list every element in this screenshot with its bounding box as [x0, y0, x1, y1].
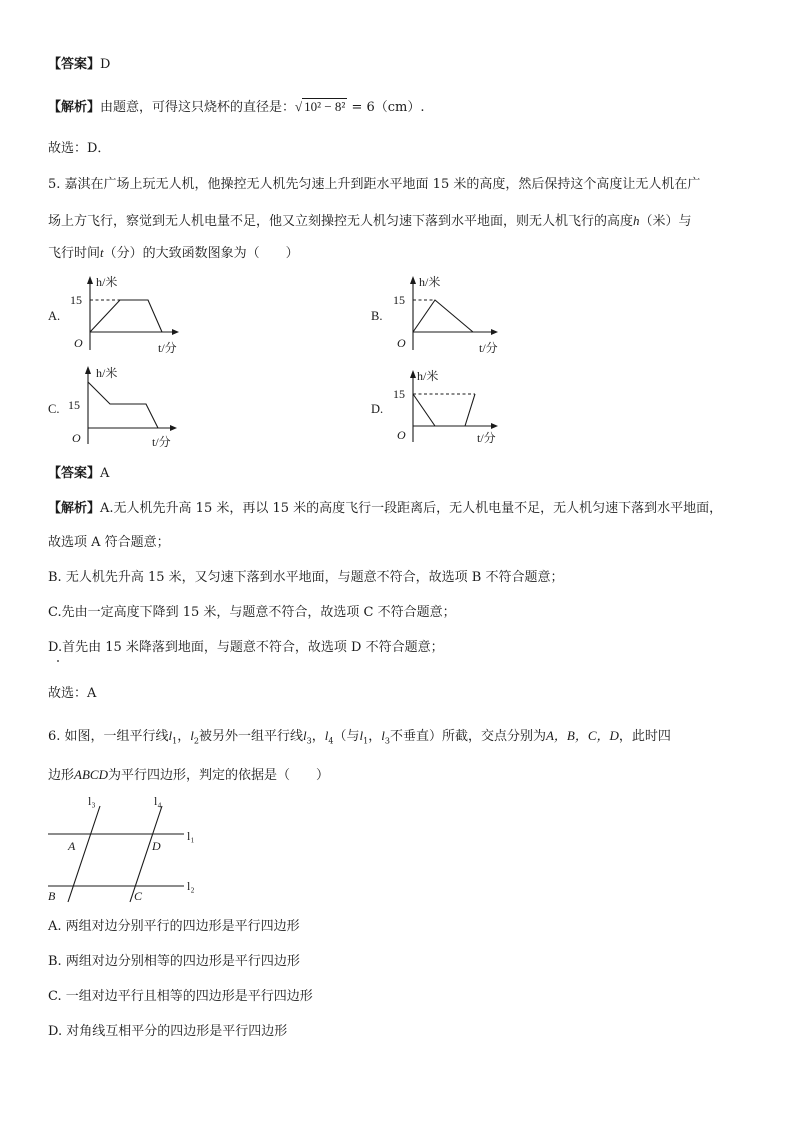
q6-stem-1-f: 不垂直）所截，交点分别为 [389, 729, 546, 744]
origin-label: O [74, 336, 83, 350]
q6-parallel-lines-figure [44, 792, 214, 907]
tick-15: 15 [70, 293, 82, 307]
tick-15: 15 [393, 387, 405, 401]
q4-answer-tag: 【答案】 [48, 57, 101, 72]
q4-analysis-line [48, 98, 425, 117]
q5-choose-line: 故选：A [48, 686, 97, 701]
q4-answer-line [48, 56, 110, 74]
line-l3 [68, 806, 100, 902]
y-axis-arrow [87, 276, 93, 284]
q6-choice-b: B. 两组对边分别相等的四边形是平行四边形 [48, 954, 300, 969]
q5-analysis-line-5: D.首先由 15 米降落到地面，与题意不符合，故选项 D 不符合题意； [48, 640, 444, 655]
q6-stem-2-a: 边形 [48, 768, 75, 783]
q6-sub-4: 4 [328, 736, 334, 746]
point-b: B [48, 889, 56, 903]
x-axis-label: t/分 [152, 435, 171, 449]
q6-abcd: ABCD [74, 767, 108, 782]
q6-var-l2: l [190, 728, 194, 743]
point-a: A [68, 839, 76, 853]
q6-stem-2-b: 为平行四边形，判定的依据是（ ） [107, 768, 329, 783]
q5-stem-line-1: 5. 嘉淇在广场上玩无人机，他操控无人机先匀速上升到距水平地面 15 米的高度，然后保持这个高度让无人机在广 [48, 177, 701, 192]
q6-var-l3: l [303, 728, 307, 743]
q6-points: A，B，C，D [545, 728, 619, 743]
q6-sub-1-b: 1 [363, 736, 369, 746]
graph-curve [88, 382, 158, 428]
q5-answer-line [48, 465, 109, 483]
q4-formula-unit: （cm）. [374, 100, 425, 115]
q5-stem-2-text: 场上方飞行，察觉到无人机电量不足，他又立刻操控无人机匀速下落到水平地面，则无人机飞行的高度 [48, 214, 634, 229]
q6-choice-d: D. 对角线互相平分的四边形是平行四边形 [48, 1024, 288, 1039]
q5-stem-3-tail: （分）的大致函数图象为（ ） [103, 246, 299, 261]
q4-analysis-tag: 【解析】 [48, 100, 101, 115]
y-axis-label: h/米 [417, 369, 439, 383]
x-axis-arrow [172, 329, 179, 335]
label-l3: l₃ [88, 794, 96, 808]
q5-graph-b [383, 272, 523, 362]
label-l2: l₂ [187, 879, 195, 893]
q4-formula-result: = 6 [347, 100, 375, 115]
x-axis-label: t/分 [158, 341, 177, 355]
q5-stem-line-3 [48, 244, 299, 263]
graph-curve [413, 394, 475, 426]
q5-option-c-label: C. [48, 402, 60, 416]
q4-sqrt-formula: √ 10² − 8² [295, 99, 346, 114]
label-l1: l₁ [187, 829, 195, 843]
q6-sub-2: 2 [193, 736, 199, 746]
graph-curve [413, 300, 473, 332]
q6-stem-1-b: 被另外一组平行线 [199, 729, 304, 744]
q6-sub-1: 1 [172, 736, 178, 746]
x-axis-arrow [491, 329, 498, 335]
q5-option-b-label: B. [371, 309, 383, 323]
point-c: C [134, 889, 143, 903]
x-axis-label: t/分 [477, 431, 496, 445]
q6-sub-3: 3 [306, 736, 312, 746]
label-l4: l₄ [154, 794, 162, 808]
q5-stem-2-tail: （米）与 [639, 214, 692, 229]
origin-label: O [397, 336, 406, 350]
graph-curve [90, 300, 162, 332]
q5-analysis-line-3: B. 无人机先升高 15 米，又匀速下落到水平地面，与题意不符合，故选项 B 不符合题意； [48, 570, 564, 585]
q5-analysis-line-2: 故选项 A 符合题意； [48, 535, 170, 550]
q6-stem-1-e: ， [368, 729, 382, 744]
q6-stem-1-a: 6. 如图，一组平行线 [48, 729, 169, 744]
q5-graph-a [60, 272, 200, 362]
y-axis-arrow [410, 276, 416, 284]
q4-choose-line: 故选：D． [48, 141, 111, 156]
q5-option-d-label: D. [371, 402, 384, 416]
origin-label: O [72, 431, 81, 445]
q6-var-l3-b: l [381, 728, 385, 743]
q6-stem-1-d: （与 [333, 729, 360, 744]
q6-var-l1: l [168, 728, 173, 743]
q6-var-l4: l [324, 728, 329, 743]
q5-answer-tag: 【答案】 [48, 466, 101, 481]
tick-15: 15 [68, 398, 80, 412]
q5-analysis-line-1 [48, 500, 722, 518]
q6-stem-1-g: ，此时四 [618, 729, 671, 744]
q6-choice-c: C. 一组对边平行且相等的四边形是平行四边形 [48, 989, 313, 1004]
q5-answer-value: A [100, 466, 110, 481]
q5-graph-d [383, 364, 523, 454]
q4-analysis-text: 由题意，可得这只烧杯的直径是： [100, 100, 296, 115]
x-axis-label: t/分 [479, 341, 498, 355]
q5-var-t: t [100, 245, 104, 260]
q5-analysis-tag: 【解析】 [48, 501, 101, 516]
point-d: D [152, 839, 161, 853]
q5-stem-3-head: 飞行时间 [48, 246, 101, 261]
q6-var-l1-b: l [359, 728, 364, 743]
y-axis-label: h/米 [419, 275, 441, 289]
y-axis-label: h/米 [96, 275, 118, 289]
q5-analysis-1: A.无人机先升高 15 米，再以 15 米的高度飞行一段距离后，无人机电量不足，无人机匀速下落到水平地面， [100, 501, 723, 516]
q5-stem-line-2 [48, 212, 692, 231]
q6-stem-1-sep: ， [177, 729, 191, 744]
q5-graph-c [58, 364, 198, 454]
q6-stem-line-1 [48, 727, 671, 751]
q6-sub-3-b: 3 [384, 736, 390, 746]
q6-stem-1-c: ， [311, 729, 325, 744]
q4-answer-value: D [100, 57, 111, 72]
line-l4 [130, 806, 162, 902]
y-axis-arrow [85, 366, 91, 374]
y-axis-label: h/米 [96, 366, 118, 380]
stray-dot-mark [57, 660, 59, 662]
x-axis-arrow [170, 425, 177, 431]
tick-15: 15 [393, 293, 405, 307]
q6-choice-a: A. 两组对边分别平行的四边形是平行四边形 [48, 919, 300, 934]
q6-stem-line-2 [48, 766, 329, 785]
q5-var-h: h [633, 213, 640, 228]
q4-formula-radicand: 10² − 8² [304, 99, 346, 114]
q5-option-a-label: A. [48, 309, 61, 323]
x-axis-arrow [491, 423, 498, 429]
origin-label: O [397, 428, 406, 442]
y-axis-arrow [410, 370, 416, 378]
q5-analysis-line-4: C.先由一定高度下降到 15 米，与题意不符合，故选项 C 不符合题意； [48, 605, 456, 620]
